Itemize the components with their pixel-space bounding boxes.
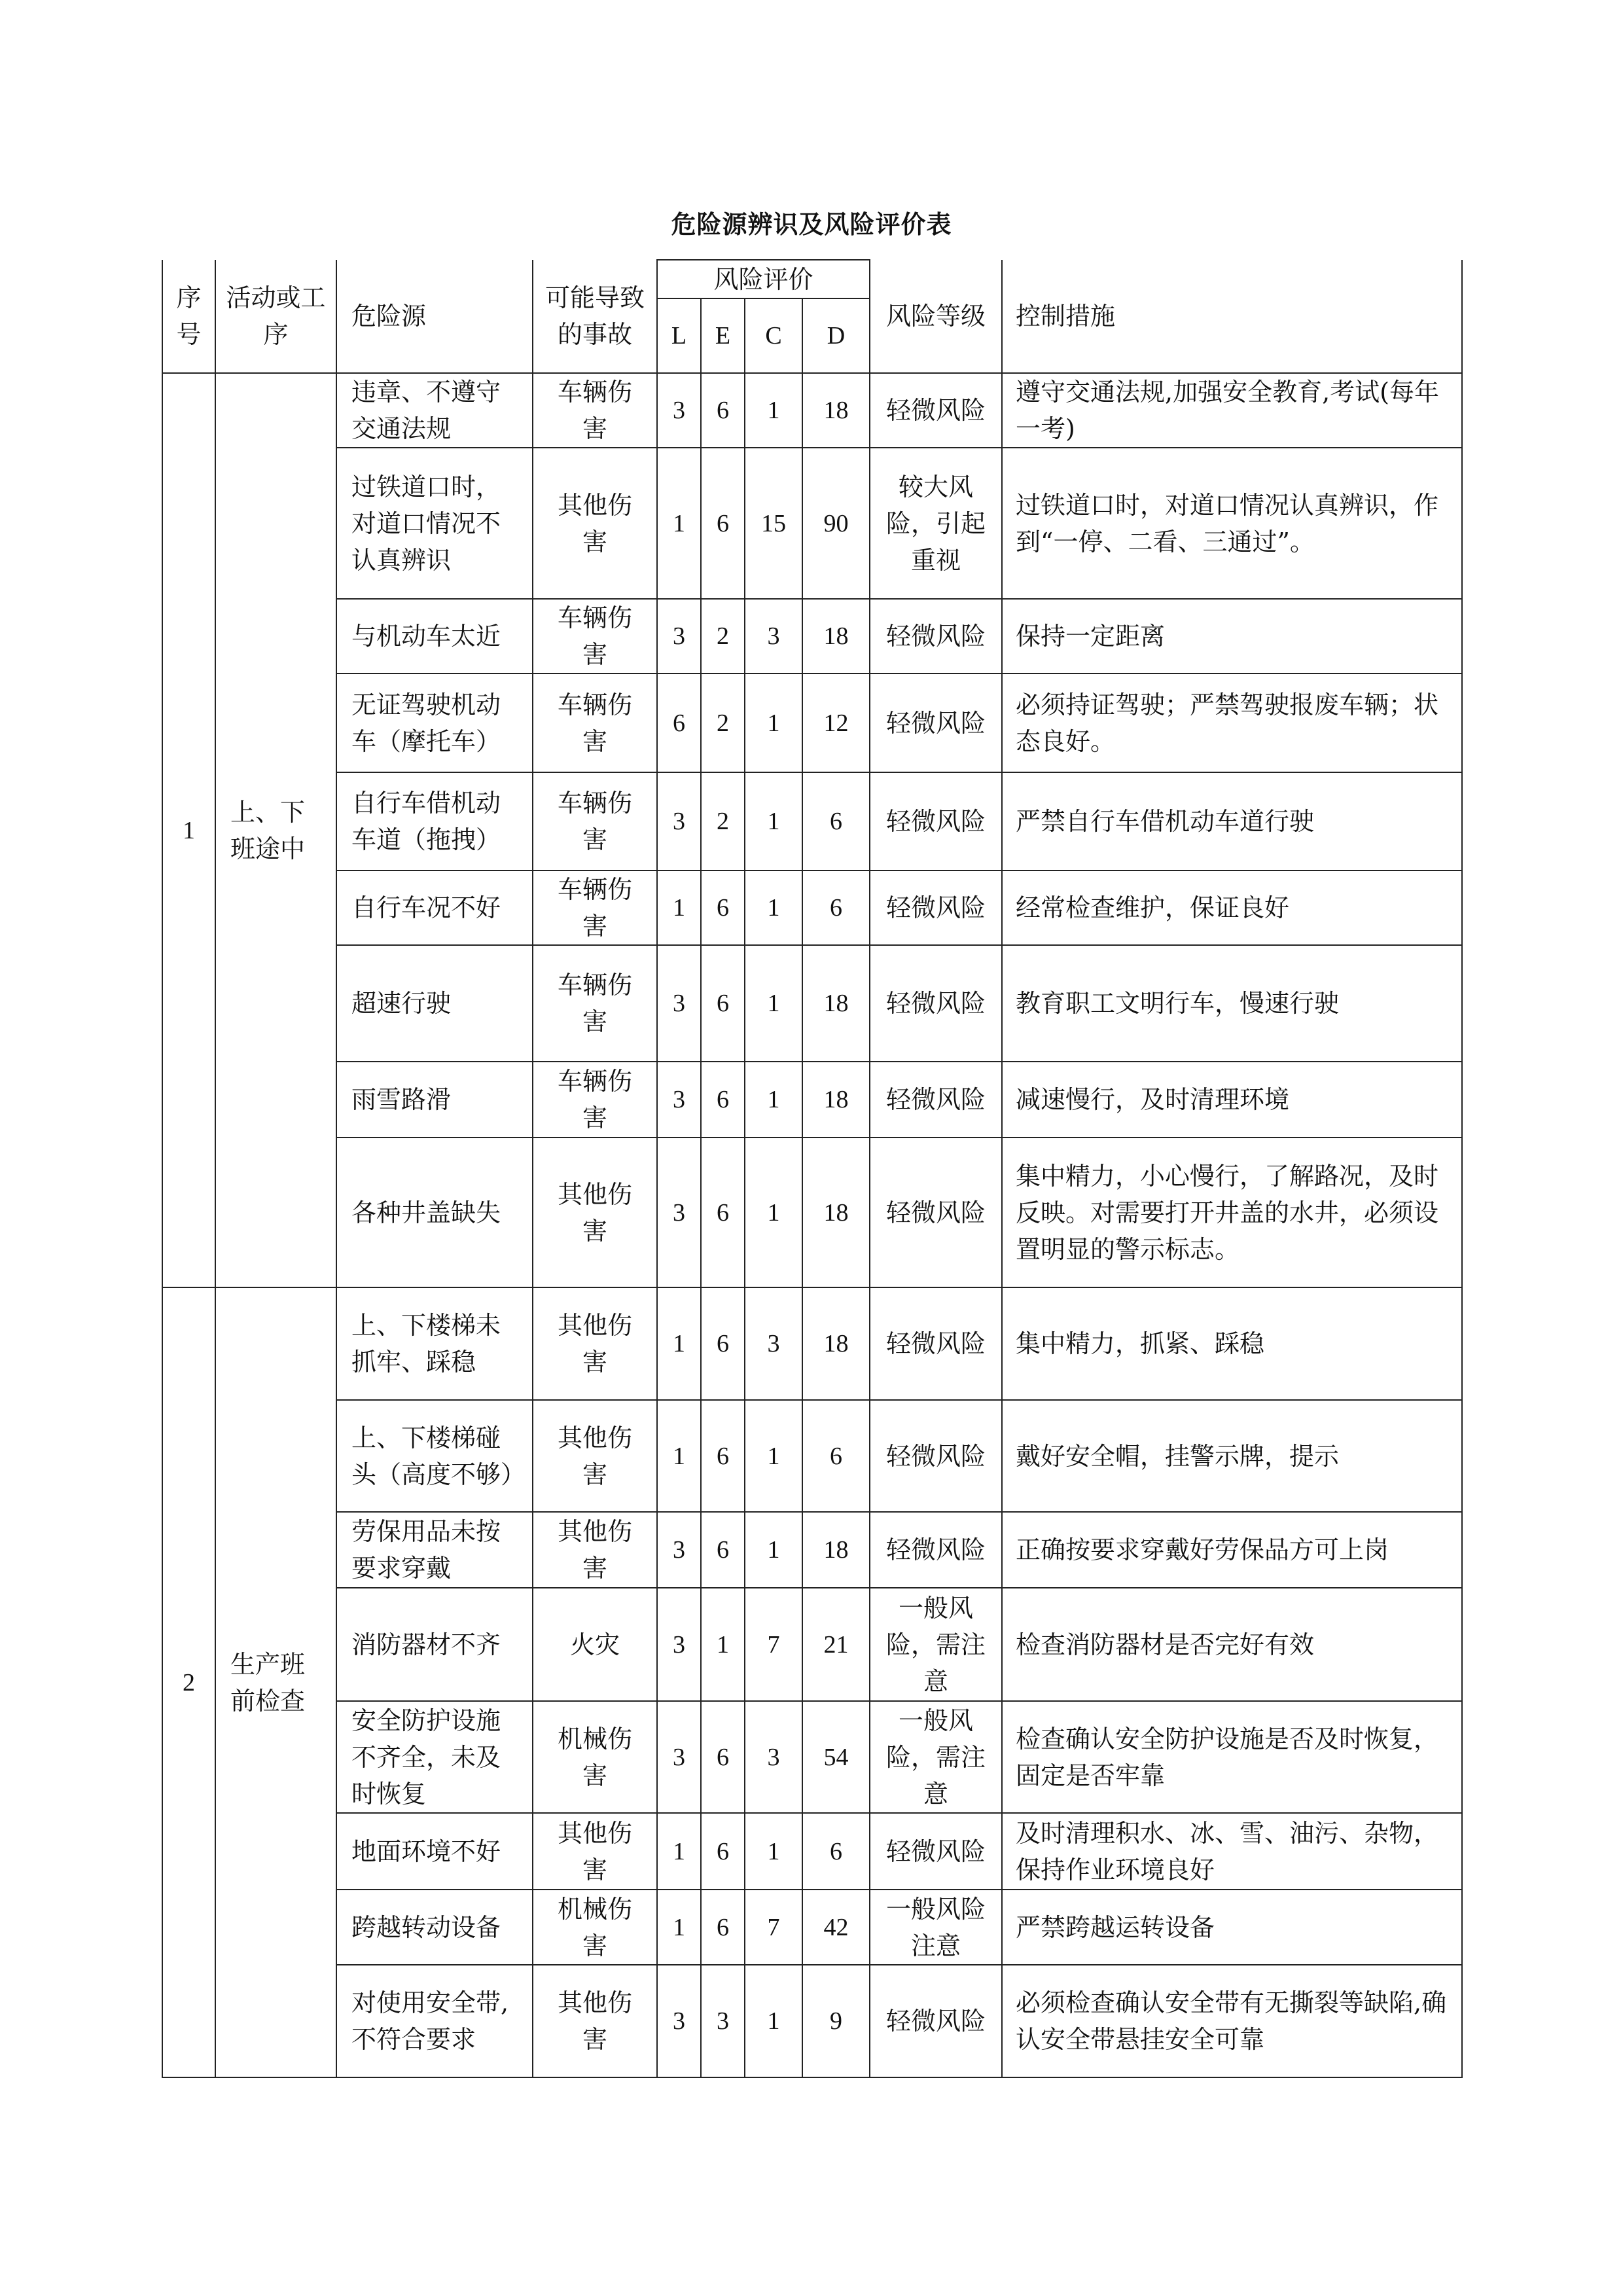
e-value-cell: 6 [701,1890,745,1965]
section-seq: 1 [162,373,215,1287]
e-value-cell: 2 [701,772,745,870]
accident-cell: 车辆伤害 [533,373,657,448]
l-value-cell: 1 [657,1400,701,1512]
l-value-cell: 3 [657,945,701,1062]
d-value-cell: 42 [802,1890,870,1965]
accident-cell: 车辆伤害 [533,599,657,673]
accident-cell: 其他伤害 [533,448,657,599]
accident-cell: 其他伤害 [533,1400,657,1512]
e-value-cell: 6 [701,1400,745,1512]
d-value-cell: 18 [802,1062,870,1138]
c-value-cell: 1 [745,673,802,772]
risk-level-cell: 一般风险注意 [870,1890,1002,1965]
control-measures-cell: 遵守交通法规,加强安全教育,考试(每年一考) [1002,373,1462,448]
section-seq: 2 [162,1287,215,2077]
l-value-cell: 3 [657,1588,701,1701]
e-value-cell: 2 [701,599,745,673]
l-value-cell: 3 [657,1512,701,1588]
risk-level-cell: 轻微风险 [870,1287,1002,1400]
table-row [162,1965,1462,2077]
accident-cell: 车辆伤害 [533,673,657,772]
control-measures-cell: 减速慢行，及时清理环境 [1002,1062,1462,1138]
table-row [162,1062,1462,1138]
accident-cell: 机械伤害 [533,1890,657,1965]
header-hazard: 危险源 [336,260,533,373]
c-value-cell: 1 [745,772,802,870]
hazard-cell: 自行车借机动车道（拖拽） [336,772,533,870]
d-value-cell: 18 [802,373,870,448]
c-value-cell: 1 [745,1400,802,1512]
d-value-cell: 18 [802,1287,870,1400]
table-row [162,673,1462,772]
accident-cell: 其他伤害 [533,1138,657,1287]
risk-level-cell: 轻微风险 [870,1138,1002,1287]
risk-level-cell: 轻微风险 [870,772,1002,870]
hazard-cell: 对使用安全带,不符合要求 [336,1965,533,2077]
accident-cell: 车辆伤害 [533,870,657,945]
d-value-cell: 21 [802,1588,870,1701]
control-measures-cell: 集中精力，抓紧、踩稳 [1002,1287,1462,1400]
table-row [162,1287,1462,1400]
e-value-cell: 6 [701,1512,745,1588]
e-value-cell: 6 [701,1287,745,1400]
control-measures-cell: 教育职工文明行车，慢速行驶 [1002,945,1462,1062]
control-measures-cell: 检查确认安全防护设施是否及时恢复，固定是否牢靠 [1002,1701,1462,1813]
d-value-cell: 90 [802,448,870,599]
accident-cell: 其他伤害 [533,1512,657,1588]
hazard-cell: 上、下楼梯未抓牢、踩稳 [336,1287,533,1400]
header-E: E [701,298,745,373]
d-value-cell: 18 [802,1138,870,1287]
hazard-cell: 过铁道口时，对道口情况不认真辨识 [336,448,533,599]
c-value-cell: 3 [745,599,802,673]
d-value-cell: 18 [802,945,870,1062]
header-L: L [657,298,701,373]
c-value-cell: 3 [745,1701,802,1813]
c-value-cell: 1 [745,1062,802,1138]
control-measures-cell: 必须检查确认安全带有无撕裂等缺陷,确认安全带悬挂安全可靠 [1002,1965,1462,2077]
risk-level-cell: 轻微风险 [870,1965,1002,2077]
e-value-cell: 6 [701,448,745,599]
hazard-cell: 自行车况不好 [336,870,533,945]
risk-level-cell: 较大风险，引起重视 [870,448,1002,599]
l-value-cell: 3 [657,1701,701,1813]
c-value-cell: 7 [745,1588,802,1701]
risk-assessment-table [162,259,1463,2078]
e-value-cell: 2 [701,673,745,772]
d-value-cell: 6 [802,870,870,945]
table-row [162,772,1462,870]
header-control-measures: 控制措施 [1002,260,1462,373]
l-value-cell: 1 [657,870,701,945]
d-value-cell: 18 [802,1512,870,1588]
e-value-cell: 6 [701,373,745,448]
table-row [162,1400,1462,1512]
header-C: C [745,298,802,373]
control-measures-cell: 严禁自行车借机动车道行驶 [1002,772,1462,870]
e-value-cell: 6 [701,870,745,945]
section-activity: 上、下班途中 [215,373,336,1287]
e-value-cell: 6 [701,1813,745,1890]
table-row [162,1138,1462,1287]
hazard-cell: 地面环境不好 [336,1813,533,1890]
table-row [162,945,1462,1062]
l-value-cell: 1 [657,1287,701,1400]
l-value-cell: 3 [657,1062,701,1138]
c-value-cell: 1 [745,1965,802,2077]
hazard-cell: 与机动车太近 [336,599,533,673]
control-measures-cell: 经常检查维护，保证良好 [1002,870,1462,945]
table-body [162,373,1462,2077]
risk-level-cell: 轻微风险 [870,1512,1002,1588]
hazard-cell: 劳保用品未按要求穿戴 [336,1512,533,1588]
header-activity: 活动或工序 [215,260,336,373]
e-value-cell: 3 [701,1965,745,2077]
risk-level-cell: 轻微风险 [870,1062,1002,1138]
l-value-cell: 3 [657,1965,701,2077]
header-seq: 序号 [162,260,215,373]
header-D: D [802,298,870,373]
l-value-cell: 1 [657,1813,701,1890]
d-value-cell: 6 [802,1400,870,1512]
control-measures-cell: 正确按要求穿戴好劳保品方可上岗 [1002,1512,1462,1588]
d-value-cell: 6 [802,772,870,870]
risk-level-cell: 一般风险，需注意 [870,1588,1002,1701]
risk-level-cell: 轻微风险 [870,1400,1002,1512]
c-value-cell: 3 [745,1287,802,1400]
control-measures-cell: 保持一定距离 [1002,599,1462,673]
risk-level-cell: 轻微风险 [870,373,1002,448]
l-value-cell: 1 [657,448,701,599]
accident-cell: 其他伤害 [533,1965,657,2077]
d-value-cell: 9 [802,1965,870,2077]
l-value-cell: 3 [657,599,701,673]
table-row [162,1890,1462,1965]
header-accident: 可能导致的事故 [533,260,657,373]
e-value-cell: 1 [701,1588,745,1701]
control-measures-cell: 戴好安全帽，挂警示牌，提示 [1002,1400,1462,1512]
c-value-cell: 1 [745,1138,802,1287]
c-value-cell: 1 [745,373,802,448]
risk-level-cell: 一般风险，需注意 [870,1701,1002,1813]
c-value-cell: 15 [745,448,802,599]
accident-cell: 其他伤害 [533,1813,657,1890]
hazard-cell: 安全防护设施不齐全，未及时恢复 [336,1701,533,1813]
control-measures-cell: 过铁道口时，对道口情况认真辨识，作到“一停、二看、三通过”。 [1002,448,1462,599]
control-measures-cell: 必须持证驾驶；严禁驾驶报废车辆；状态良好。 [1002,673,1462,772]
d-value-cell: 54 [802,1701,870,1813]
accident-cell: 机械伤害 [533,1701,657,1813]
control-measures-cell: 严禁跨越运转设备 [1002,1890,1462,1965]
l-value-cell: 3 [657,373,701,448]
d-value-cell: 18 [802,599,870,673]
c-value-cell: 1 [745,1813,802,1890]
hazard-cell: 消防器材不齐 [336,1588,533,1701]
header-risk-evaluation: 风险评价 [657,260,870,298]
l-value-cell: 6 [657,673,701,772]
control-measures-cell: 及时清理积水、冰、雪、油污、杂物，保持作业环境良好 [1002,1813,1462,1890]
hazard-cell: 雨雪路滑 [336,1062,533,1138]
risk-level-cell: 轻微风险 [870,945,1002,1062]
e-value-cell: 6 [701,945,745,1062]
accident-cell: 其他伤害 [533,1287,657,1400]
risk-level-cell: 轻微风险 [870,870,1002,945]
l-value-cell: 3 [657,772,701,870]
control-measures-cell: 集中精力，小心慢行，了解路况，及时反映。对需要打开井盖的水井，必须设置明显的警示标志。 [1002,1138,1462,1287]
table-row [162,599,1462,673]
hazard-cell: 各种井盖缺失 [336,1138,533,1287]
page-title: 危险源辨识及风险评价表 [671,209,952,239]
l-value-cell: 3 [657,1138,701,1287]
hazard-cell: 无证驾驶机动车（摩托车） [336,673,533,772]
e-value-cell: 6 [701,1062,745,1138]
d-value-cell: 12 [802,673,870,772]
control-measures-cell: 检查消防器材是否完好有效 [1002,1588,1462,1701]
d-value-cell: 6 [802,1813,870,1890]
accident-cell: 车辆伤害 [533,945,657,1062]
table-row [162,1588,1462,1701]
risk-level-cell: 轻微风险 [870,673,1002,772]
e-value-cell: 6 [701,1701,745,1813]
table-row [162,1701,1462,1813]
table-row [162,448,1462,599]
table-row [162,1813,1462,1890]
c-value-cell: 1 [745,870,802,945]
table-row [162,870,1462,945]
section-activity: 生产班前检查 [215,1287,336,2077]
hazard-cell: 上、下楼梯碰头（高度不够） [336,1400,533,1512]
header-risk-level: 风险等级 [870,260,1002,373]
c-value-cell: 7 [745,1890,802,1965]
risk-level-cell: 轻微风险 [870,599,1002,673]
accident-cell: 车辆伤害 [533,1062,657,1138]
hazard-cell: 跨越转动设备 [336,1890,533,1965]
e-value-cell: 6 [701,1138,745,1287]
accident-cell: 火灾 [533,1588,657,1701]
hazard-cell: 超速行驶 [336,945,533,1062]
accident-cell: 车辆伤害 [533,772,657,870]
risk-level-cell: 轻微风险 [870,1813,1002,1890]
table-row [162,1512,1462,1588]
l-value-cell: 1 [657,1890,701,1965]
c-value-cell: 1 [745,945,802,1062]
table-row [162,373,1462,448]
c-value-cell: 1 [745,1512,802,1588]
hazard-cell: 违章、不遵守交通法规 [336,373,533,448]
